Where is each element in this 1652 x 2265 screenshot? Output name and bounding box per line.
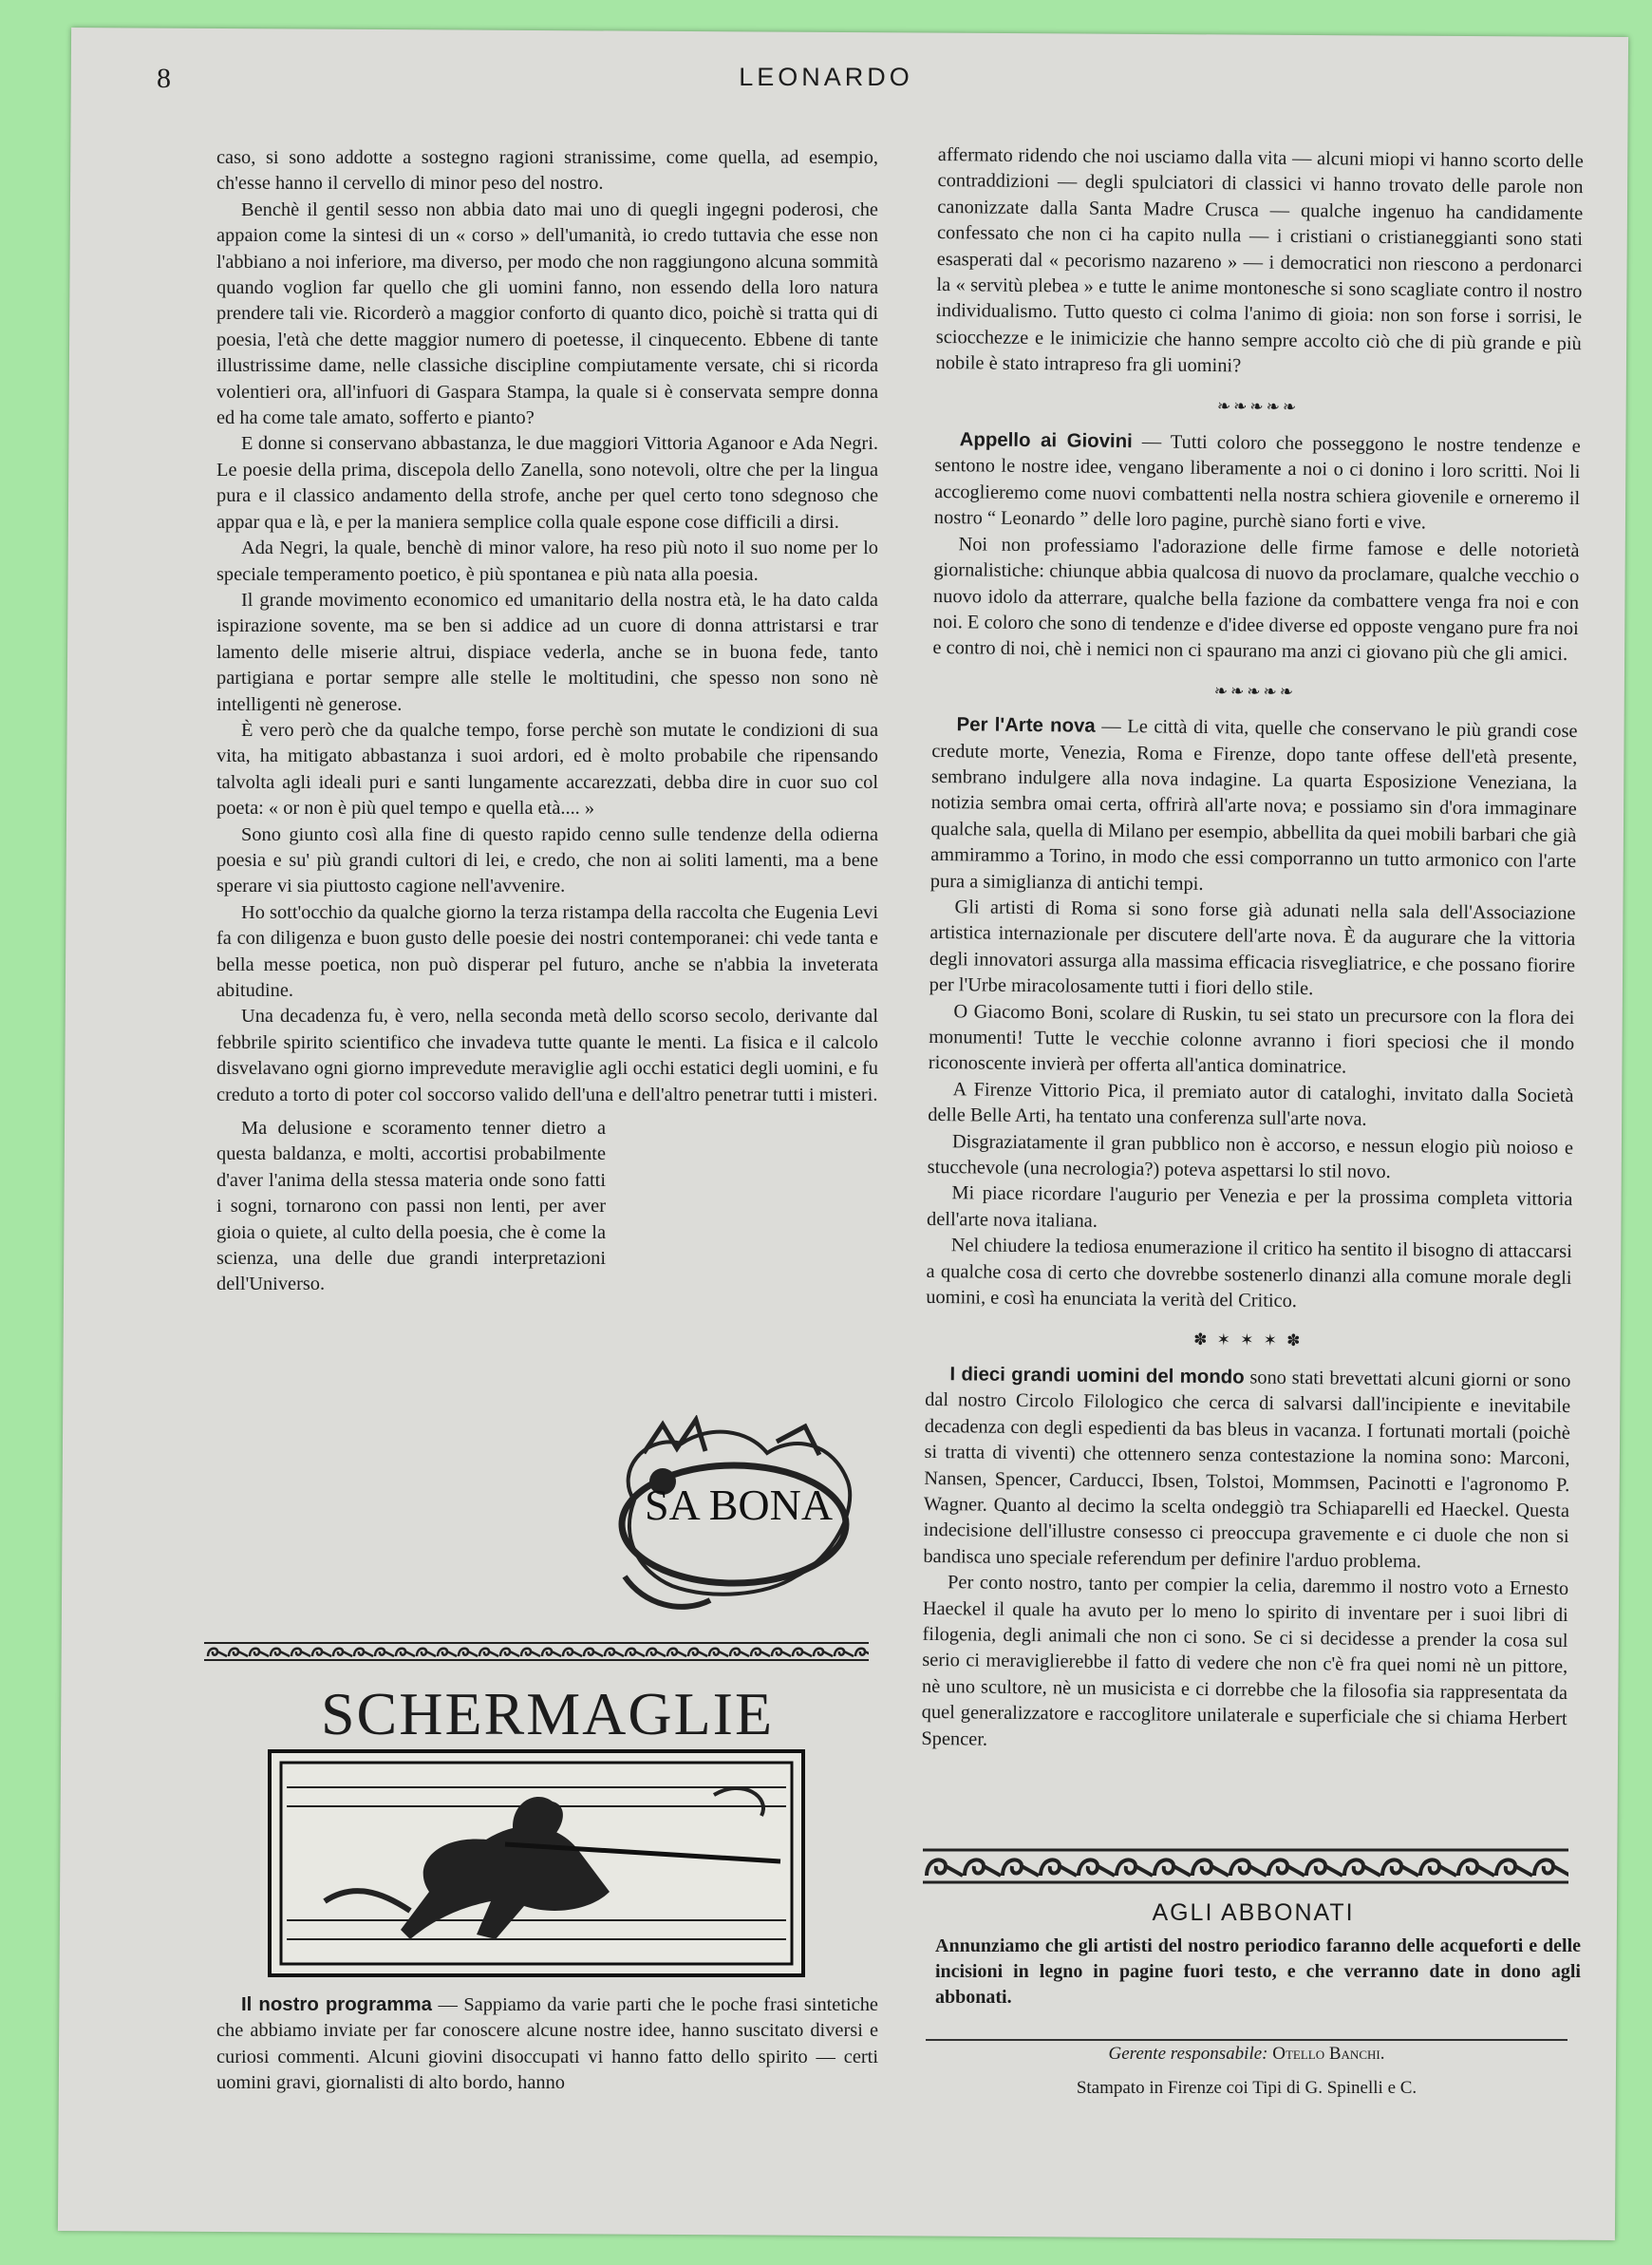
paragraph: Noi non professiamo l'adorazione delle firme famose e delle notorietà giornalistiche: chiunque abbia qualcosa di nuovo da proclamare, qualche vecchio o nuovo idolo da atterrare, qualche bella fazione da combattere venga fra noi e con noi. E coloro che sono di tendenze e d'idee diverse ed opposte vengano pure fra noi e contro di noi, chè i nemici non ci spaurano ma anzi ci giovano più che gli amici.: [932, 533, 1580, 666]
dieci-lead: I dieci grandi uomini del mondo: [949, 1364, 1245, 1388]
dieci-text: sono stati brevettati alcuni giorni or sono dal nostro Circolo Filologico che cerca di salvarsi dall'incipiente e inevitabile decadenza con degli espedienti da bas bleus in vacanza. I fortunati mortali (poichè si tratta di viventi) che ottennero senza contestazione la nomina sono: Marconi, Nansen, Spencer, Carducci, Ibsen, Tolstoi, Mommsen, Pacinotti e l'agronomo P. Wagner. Quanto al decimo la scelta ondeggiò tra Schiaparelli ed Haeckel. Questa indecisione dell'illustre consesso ci preoccupa gravemente e ci duole che non si bandisca uno speciale referendum per definire l'arduo problema.: [923, 1367, 1571, 1573]
paragraph: Per conto nostro, tanto per compier la celia, daremmo il nostro voto a Ernesto Haeckel il quale ha avuto per lo meno lo spirito di inventare per i suoi libri di filogenia, degli animali che non ci sono. Se ci si decidesse a prender la cosa sul serio ci meraviglierebbe il fatto di vedere che non c'è fra quei nomi nè un pittore, nè uno scultore, nè un musicista e ci dorrebbe che la filosofia sia rappresentata da quel generalizzatore e raccoglitore unilaterale e superficiale che si chiama Herbert Spencer.: [921, 1572, 1569, 1750]
paragraph: Ada Negri, la quale, benchè di minor valore, ha reso più noto il suo nome per lo speciale temperamento poetico, è più spontanea e più nata alla poesia.: [216, 538, 878, 585]
paragraph: A Firenze Vittorio Pica, il premiato autor di cataloghi, invitato dalla Società delle Belle Arti, ha tentato una conferenza sull'arte nova.: [928, 1079, 1574, 1131]
paragraph: Sono giunto così alla fine di questo rapido cenno sulle tendenze della odierna poesia e su' più grandi cultori di lei, e credo, che non ai soliti lamenti, ma a bene sperare vi sia piuttosto cagione nell'avvenire.: [216, 823, 878, 897]
gerente-line: [926, 2044, 1568, 2065]
paragraph: Mi piace ricordare l'augurio per Venezia e per la prossima completa vittoria dell'arte nova italiana.: [927, 1182, 1573, 1232]
abbonati-text: Annunziamo che gli artisti del nostro periodico faranno delle acqueforti e delle incisioni in legno in pagine fuori testo, e che verranno date in dono agli abbonati.: [935, 1935, 1581, 2008]
programma-text: — Sappiamo da varie parti che le poche frasi sintetiche che abbiamo inviate per far conoscere alcune nostre idee, hanno suscitato diversi e curiosi commenti. Alcuni giovini disoccupati vi hanno fatto dello spirito — certi uomini gravi, giornalisti di alto bordo, hanno: [216, 1994, 878, 2094]
paragraph: caso, si sono addotte a sostegno ragioni stranissime, come quella, ad esempio, ch'esse hanno il cervello di minor peso del nostro.: [216, 147, 878, 195]
paragraph: E donne si conservano abbastanza, le due maggiori Vittoria Aganoor e Ada Negri. Le poesie della prima, discepola dello Zanella, sono notevoli, oltre che per la lingua pura e il classico andamento della strofe, anche per quel certo tono sdegnoso che appar qua e là, e per la maniera semplice colla quale espone cose difficili a dirsi.: [216, 433, 878, 533]
section-title: SCHERMAGLIE: [320, 1680, 775, 1747]
emblem-text: SA BONA: [644, 1481, 834, 1529]
footer-rule: [926, 2039, 1568, 2041]
paragraph: affermato ridendo che noi usciamo dalla vita — alcuni miopi vi hanno scorto delle contraddizioni — degli spulciatori di classici vi hanno trovato delle parole non canonizzate dalla Santa Madre Crusca — qualche ingenuo ha candidamente confessato che non ci ha capito nulla — i cristiani o cristianeggianti sono stati esasperati dal « pecorismo nazareno » — i democratici non riescono a perdonarci la « servitù plebea » e tutte le anime montonesche si sono scagliate contro il nostro individualismo. Tutto questo ci colma l'animo di gioia: non son forse i sorrisi, le sciocchezze e le inimicizie che hanno sempre accolto ciò che di più grande e più nobile è stato intrapreso fra gli uomini?: [935, 143, 1584, 377]
greek-key-border: [923, 1847, 1568, 1885]
running-head: LEONARDO: [739, 63, 913, 91]
section-ornament: ❧❧❧❧❧: [1213, 681, 1297, 701]
right-column: [921, 142, 1584, 1759]
appello-text: — Tutti coloro che posseggono le nostre tendenze e sentono le nostre idee, vengano liberamente a noi o ci donino i loro scritti. Noi li accoglieremo come nuovi combattenti nella nostra schiera giovenile e orneremo il nostro “ Leonardo ” delle loro pagine, purchè siano forti e vive.: [933, 431, 1581, 534]
greek-key-border: [204, 1641, 869, 1662]
paragraph: Gli artisti di Roma si sono forse già adunati nella sala dell'Associazione artistica internazionale per discutere dell'arte nova. È da augurare che la vittoria degli innovatori assurga alla massima efficacia risvegliatrice, e che possano fiorire per l'Urbe miracolosamente tutti i fiori dello stile.: [929, 897, 1576, 1000]
paragraph: Ho sott'occhio da qualche giorno la terza ristampa della raccolta che Eugenia Levi fa con diligenza e buon gusto delle poesie dei nostri contemporanei: chi vede tanta e bella messe poetica, non può disperar pel futuro, anche se n'abbia la inveterata abitudine.: [216, 901, 878, 1001]
paragraph: Nel chiudere la tediosa enumerazione il critico ha sentito il bisogno di attaccarsi a qualche cosa di certo che dovrebbe sostenerlo dinanzi alla comune morale degli uomini, e così ha enunciata la verità del Critico.: [926, 1235, 1572, 1312]
printer-line: Stampato in Firenze coi Tipi di G. Spinelli e C.: [1076, 2078, 1417, 2098]
abbonati-title: AGLI ABBONATI: [1152, 1899, 1355, 1926]
paragraph: Ma delusione e scoramento tenner dietro a questa baldanza, e molti, accortisi probabilmente d'aver l'anima della stessa materia onde sono fatti i sogni, tornarono con passi non lenti, per aver gioia o quiete, al culto della poesia, che è come la scienza, una delle due grandi interpretazioni dell'Universo.: [216, 1118, 606, 1295]
artenova-lead: Per l'Arte nova: [956, 714, 1096, 737]
sa-bona-emblem: [606, 1415, 867, 1619]
paragraph: Disgraziatamente il gran pubblico non è accorso, e nessun elogio più noioso e stucchevole (una necrologia?) poteva aspettarsi lo stil novo.: [927, 1130, 1574, 1183]
paragraph: Benchè il gentil sesso non abbia dato mai uno di quegli ingegni poderosi, che appaion come la sintesi di un « corso » dell'umanità, io credo tuttavia che esse non l'abbiano a noi inferiore, ma diverso, per modo che non raggiungono alcuna sommità quando voglion far quello che gli uomini fanno, non essendo della loro natura prendere tali vie. Ricorderò a maggior conforto di quanto dico, poichè si tratta qui di poesia, l'età che dette maggior numero di poetesse, il cinquecento. Ebbene di tante illustrissime dame, nelle classiche discipline compiutamente versate, chi si ricorda volentieri ora, all'infuori di Gaspara Stampa, la quale si è conservata sempre donna ed ha come tale amato, sofferto e pianto?: [216, 198, 878, 429]
programma-lead: Il nostro programma: [241, 1994, 432, 2015]
paragraph: O Giacomo Boni, scolare di Ruskin, tu sei stato un precursore con la flora dei monumenti! Tutte le vecchie colonne avranno i fiori speciosi che il mondo riconoscente invierà per offerta all'antica dominatrice.: [928, 1000, 1575, 1078]
section-ornament: ✽ ✶ ✶ ✶ ✽: [1193, 1331, 1304, 1350]
appello-lead: Appello ai Giovini: [959, 429, 1133, 453]
gerente-label: Gerente responsabile:: [1108, 2044, 1268, 2064]
artenova-text: — Le città di vita, quelle che conservano le più grandi cose credute morte, Venezia, Roma e Firenze, dopo tante offese dell'età presente, sembrano indulgere alla nova indagine. La quarta Esposizione Veneziana, la notizia sembra omai certa, offrirà all'arte nova; e possiamo sin d'ora immaginare qualche sala, quella di Milano per esempio, abbellita da quei mobili barbari che già ammirammo a Torino, in modo che essi comporranno un tutto armonico con l'arte pura a simiglianza di antichi tempi.: [929, 715, 1578, 895]
section-ornament: ❧❧❧❧❧: [1216, 396, 1300, 416]
programma-paragraph: [216, 1992, 878, 2097]
gerente-name: Otello Banchi.: [1272, 2044, 1385, 2064]
paragraph: È vero però che da qualche tempo, forse perchè son mutate le condizioni di sua vita, ha mitigato abbastanza i suoi ardori, ed è molto probabile che ripensando talvolta agli ideali puri e santi lungamente accarezzati, debba dire in cuor suo col poeta: « or non è più quel tempo e quella età.... »: [216, 719, 878, 820]
paragraph: Il grande movimento economico ed umanitario della nostra età, le ha dato calda ispirazione sovente, ma se ben si addice ad un cuore di donna attristarsi e trar lamento delle miserie altrui, dispiace vederla, anche se in buona fede, tanto partigiana e portar sempre alle stelle le moltitudini, che spesso non sono nè intelligenti nè generose.: [216, 589, 878, 715]
page-number: 8: [157, 63, 171, 94]
knight-woodcut-illustration: [268, 1749, 805, 1977]
left-column: [216, 145, 878, 1298]
paragraph: Una decadenza fu, è vero, nella seconda metà dello scorso secolo, derivante dal febbrile spirito scientifico che invadeva tutte quante le menti. La fisica e il calcolo disvelavano ogni giorno imprevedute meraviglie agli occhi estatici degli uomini, e fu creduto a torto di poter col soccorso valido dell'una e dell'altro penetrar tutti i misteri.: [216, 1006, 878, 1105]
